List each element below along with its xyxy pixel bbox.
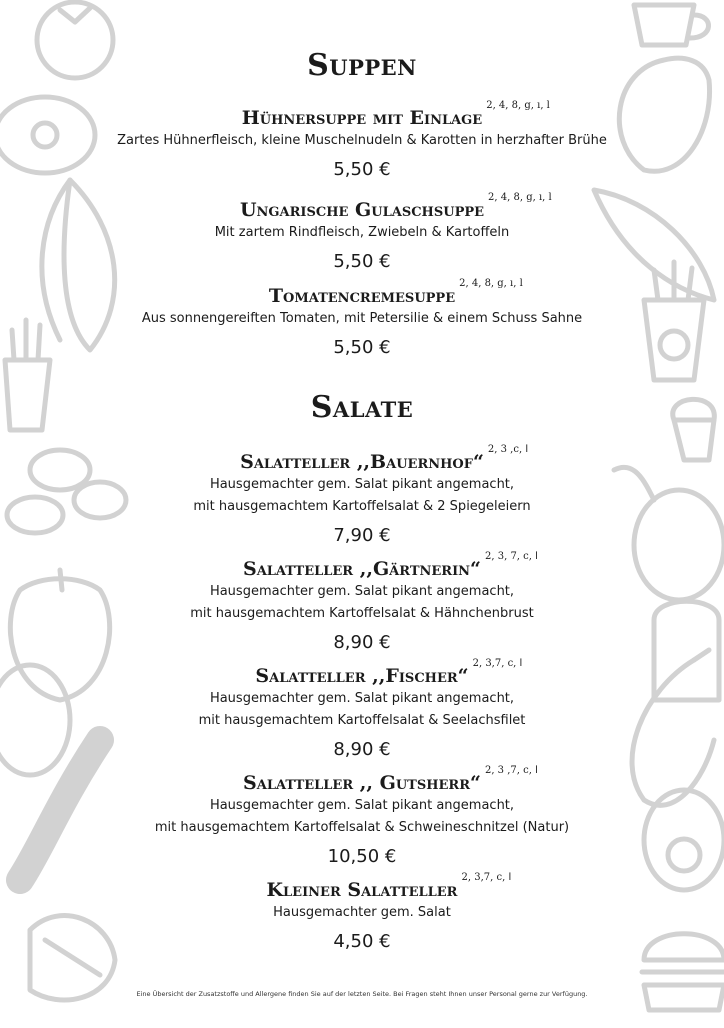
item-price: 5,50 € — [333, 251, 391, 272]
menu-item — [110, 100, 614, 186]
item-price: 8,90 € — [333, 739, 391, 760]
item-description: mit hausgemachtem Kartoffelsalat & Seelachsfilet — [198, 713, 526, 728]
allergen-codes: 2, 3 ,7, c, ا — [484, 765, 538, 776]
allergen-codes: 2, 3 ,c, ا — [487, 444, 529, 455]
item-description: Zartes Hühnerfleisch, kleine Muschelnudeln & Karotten in herzhafter Brühe — [117, 133, 607, 148]
item-name: Ungarische Gulaschsuppe 2, 4, 8, g, ı, l — [240, 198, 484, 222]
allergen-codes: 2, 3,7, c, ا — [472, 658, 523, 669]
item-description: Mit zartem Rindfleisch, Zwiebeln & Kartoffeln — [214, 225, 510, 240]
sausage-icon — [20, 740, 100, 880]
footer-note: Eine Übersicht der Zusatzstoffe und Allergene finden Sie auf der letzten Seite. Bei Fragen steht Ihnen unser Personal gerne zur Verfügung. — [136, 990, 588, 998]
item-price: 7,90 € — [333, 525, 391, 546]
item-description: mit hausgemachtem Kartoffelsalat & Hähnchenbrust — [190, 606, 534, 621]
lemon-icon — [30, 916, 115, 1000]
item-price: 5,50 € — [333, 159, 391, 180]
chicken-leg-icon — [614, 467, 724, 600]
allergen-codes: 2, 3, 7, c, ا — [485, 551, 538, 562]
item-description: Hausgemachter gem. Salat pikant angemacht, — [209, 477, 515, 492]
steak-icon — [0, 97, 95, 173]
item-name: Salatteller ,,Gärtnerin“ 2, 3, 7, c, ا — [243, 557, 481, 581]
menu-item — [110, 192, 614, 278]
item-description: Hausgemachter gem. Salat — [273, 905, 451, 920]
fries-icon — [644, 262, 704, 380]
section-title-suppen: Suppen — [307, 48, 417, 83]
cupcake-icon — [673, 399, 715, 460]
menu-item — [110, 444, 614, 552]
item-price: 5,50 € — [333, 337, 391, 358]
item-name: Salatteller ,,Bauernhof“ 2, 3 ,c, ا — [240, 450, 484, 474]
item-description: Aus sonnengereiften Tomaten, mit Petersilie & einem Schuss Sahne — [141, 311, 583, 326]
menu-item — [110, 872, 614, 958]
item-name: Salatteller ,, Gutsherr“ 2, 3 ,7, c, ا — [243, 771, 481, 795]
section-title-salate: Salate — [310, 390, 414, 425]
menu-item — [110, 658, 614, 766]
item-name: Tomatencremesuppe 2, 4, 8, g, ı, l — [269, 284, 455, 308]
item-description: Hausgemachter gem. Salat pikant angemacht, — [209, 798, 515, 813]
item-description: mit hausgemachtem Kartoffelsalat & 2 Spiegeleiern — [193, 499, 531, 514]
allergen-codes: 2, 4, 8, g, ı, l — [488, 192, 552, 203]
burger-icon — [642, 934, 724, 1010]
item-name: Salatteller ,,Fischer“ 2, 3,7, c, ا — [255, 664, 468, 688]
item-description: Hausgemachter gem. Salat pikant angemacht, — [209, 584, 515, 599]
cup-icon — [634, 5, 709, 45]
avocado-icon — [644, 790, 724, 890]
allergen-codes: 2, 4, 8, g, ı, l — [486, 100, 550, 111]
allergen-codes: 2, 4, 8, g, ı, l — [459, 278, 523, 289]
item-name: Kleiner Salatteller 2, 3,7, c, ا — [267, 878, 458, 902]
menu-item — [110, 765, 614, 873]
eggplant-icon — [632, 650, 714, 805]
banana-icon — [42, 180, 115, 350]
fries-icon — [5, 320, 50, 430]
item-price: 4,50 € — [333, 931, 391, 952]
item-description: Hausgemachter gem. Salat pikant angemacht, — [209, 691, 515, 706]
allergen-codes: 2, 3,7, c, ا — [461, 872, 512, 883]
menu-item — [110, 278, 614, 364]
tomato-icon — [37, 2, 113, 78]
beans-icon — [7, 450, 126, 533]
item-price: 8,90 € — [333, 632, 391, 653]
item-name: Hühnersuppe mit Einlage 2, 4, 8, g, ı, l — [242, 106, 482, 130]
item-price: 10,50 € — [327, 846, 397, 867]
item-description: mit hausgemachtem Kartoffelsalat & Schweineschnitzel (Natur) — [154, 820, 570, 835]
pepper-icon — [619, 58, 709, 171]
menu-item — [110, 551, 614, 659]
avocado-icon — [0, 665, 70, 775]
